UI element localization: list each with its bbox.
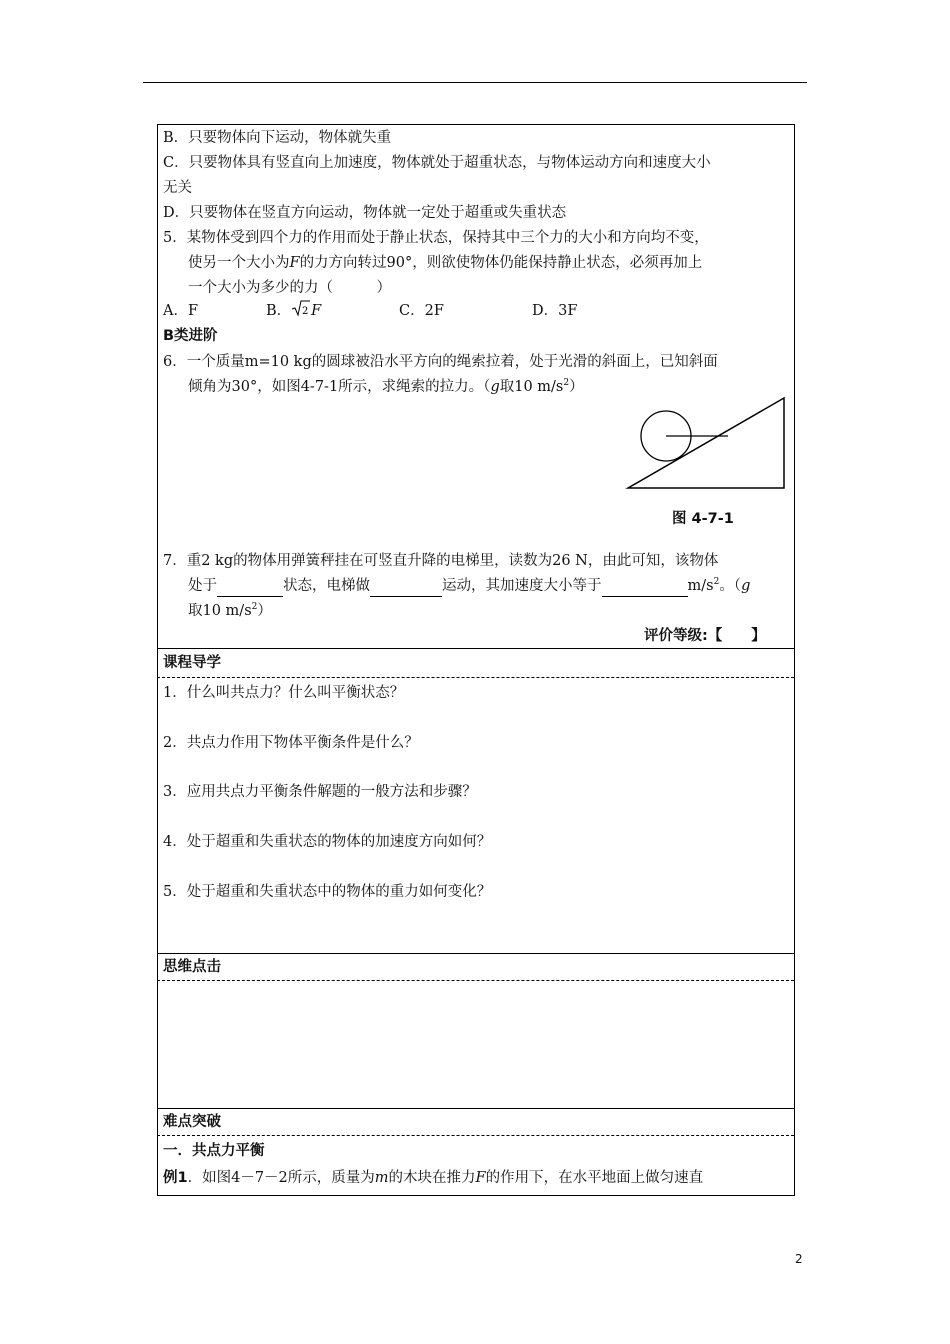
- course-guide-item-4: 4．处于超重和失重状态的物体的加速度方向如何？: [163, 834, 492, 850]
- q7-blank-1[interactable]: [217, 576, 283, 597]
- course-guide-item-5: 5．处于超重和失重状态中的物体的重力如何变化？: [163, 884, 492, 900]
- course-guide-item-1: 1．什么叫共点力？什么叫平衡状态？: [163, 685, 405, 701]
- evaluation-grade: 评价等级:【 】: [644, 628, 766, 644]
- q5-option-a: A．F: [163, 303, 199, 319]
- page-number: 2: [795, 1252, 803, 1266]
- thinking-answer-area[interactable]: [160, 985, 790, 1105]
- q4-option-c-line1: C．只要物体具有竖直向上加速度，物体就处于超重状态，与物体运动方向和速度大小: [163, 155, 711, 171]
- q5-line2: 使另一个大小为F的力方向转过90°，则欲使物体仍能保持静止状态，必须再加上: [188, 255, 703, 271]
- q4-option-d: D．只要物体在竖直方向运动，物体就一定处于超重或失重状态: [163, 205, 567, 221]
- dashed-divider: [157, 677, 794, 678]
- row-divider: [157, 1108, 794, 1109]
- q5-line1: 5．某物体受到四个力的作用而处于静止状态，保持其中三个力的大小和方向均不变，: [163, 230, 709, 246]
- q7-blank-3[interactable]: [602, 576, 688, 597]
- difficulty-subheading: 一．共点力平衡: [163, 1143, 265, 1159]
- q6-line1: 6．一个质量m=10 kg的圆球被沿水平方向的绳索拉着，处于光滑的斜面上，已知斜面: [163, 354, 718, 370]
- course-guide-item-2: 2．共点力作用下物体平衡条件是什么？: [163, 735, 419, 751]
- q5-option-b: B． 2 F: [266, 303, 322, 319]
- course-guide-item-3: 3．应用共点力平衡条件解题的一般方法和步骤？: [163, 784, 477, 800]
- q7-line3: 取10 $m/s^2$）: [188, 602, 272, 619]
- row-divider: [157, 648, 794, 649]
- page-header-rule: [143, 82, 807, 83]
- thinking-heading: 思维点击: [163, 959, 221, 975]
- q4-option-c-line2: 无关: [163, 180, 192, 196]
- course-guide-heading: 课程导学: [163, 655, 221, 671]
- dashed-divider: [157, 1135, 794, 1136]
- q5-line3: 一个大小为多少的力（ ）: [188, 280, 391, 296]
- q5-option-d: D．3F: [532, 303, 578, 319]
- sqrt2-symbol: [291, 301, 311, 317]
- example-1-text: 例1．如图4－7－2所示，质量为m的木块在推力F的作用下，在水平地面上做匀速直: [163, 1170, 704, 1186]
- q7-line1: 7．重2 kg的物体用弹簧秤挂在可竖直升降的电梯里，读数为26 N，由此可知，该物体: [163, 553, 719, 569]
- q7-line2: 处于 状态，电梯做 运动，其加速度大小等于 $m/s^2$。（g: [188, 576, 750, 597]
- q7-blank-2[interactable]: [370, 576, 442, 597]
- section-b-heading: B类进阶: [163, 328, 218, 344]
- figure-4-7-1-diagram: [620, 392, 790, 494]
- figure-caption: 图 4-7-1: [672, 511, 734, 527]
- svg-text:2: 2: [302, 306, 309, 317]
- q5-option-c: C．2F: [399, 303, 444, 319]
- incline-triangle: [628, 398, 784, 488]
- row-divider: [157, 953, 794, 954]
- q6-line2: 倾角为30°，如图4-7-1所示，求绳索的拉力。（g取10 $m/s^2$）: [188, 378, 584, 395]
- q4-option-b: B．只要物体向下运动，物体就失重: [163, 130, 392, 146]
- dashed-divider: [157, 980, 794, 981]
- difficulty-heading: 难点突破: [163, 1114, 221, 1130]
